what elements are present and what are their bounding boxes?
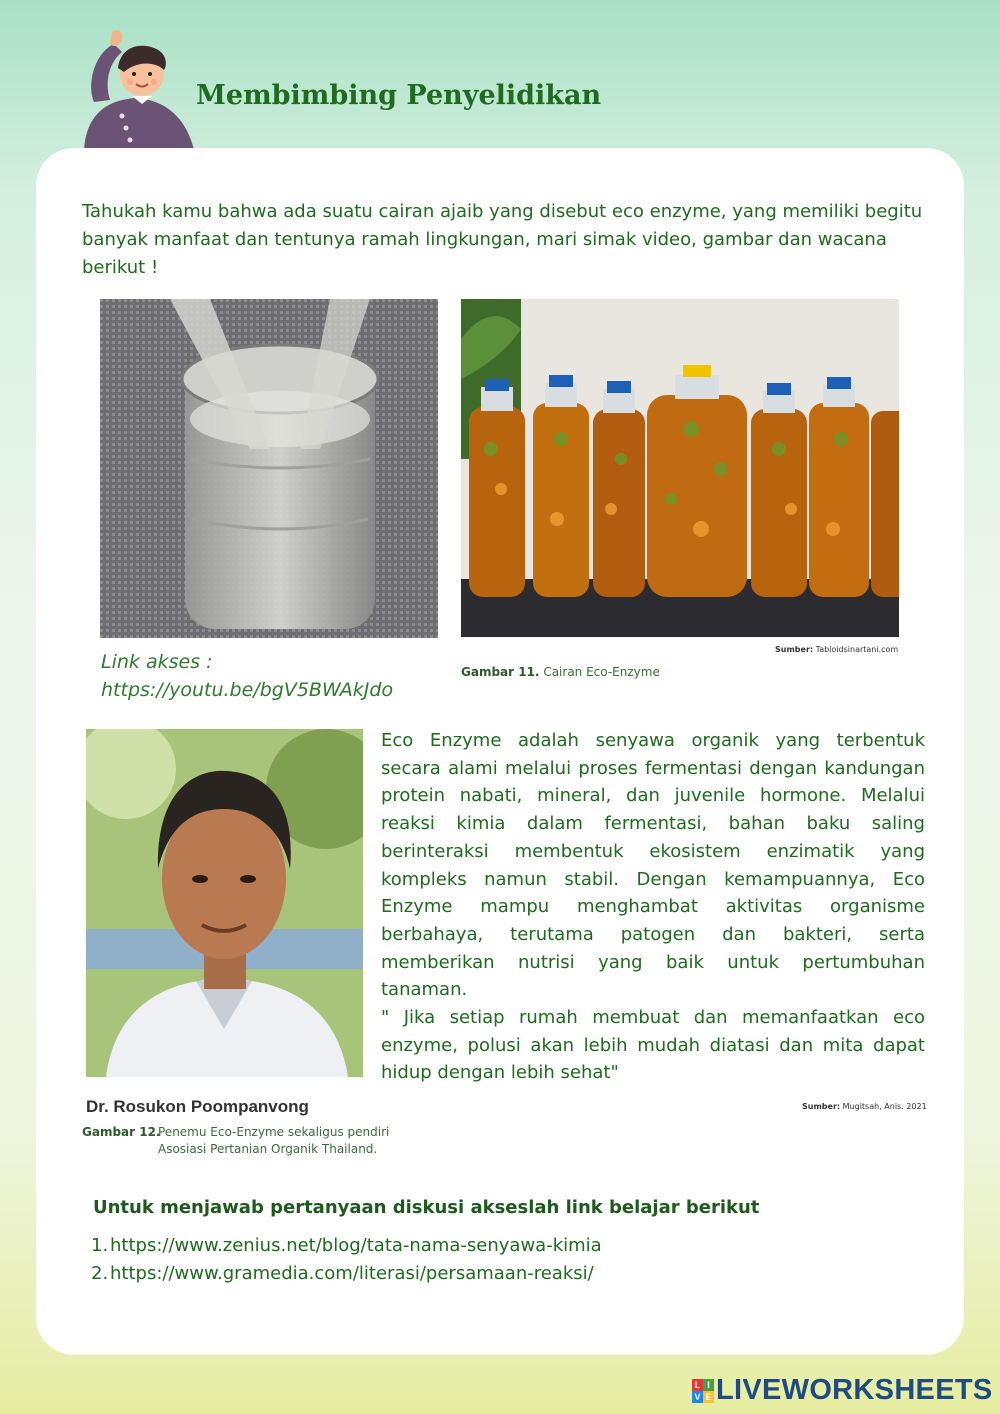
figure12-caption-text: Penemu Eco-Enzyme sekaligus pendiri Asosiasi Pertanian Organik Thailand.: [158, 1125, 390, 1156]
liveworksheets-logo: [692, 1374, 993, 1407]
video-link: [101, 648, 441, 704]
description-paragraph: Eco Enzyme adalah senyawa organik yang terbentuk secara alami melalui proses fermentasi dengan kandungan protein nabati, mineral, dan juvenile hormone. Melalui reaksi kimia dalam fermentasi, bahan baku saling berinteraksi membentuk ekosistem enzimatik yang kompleks namun stabil. Dengan kemampuannya, Eco Enzyme mampu menghambat aktivitas organisme berbahaya, terutama patogen dan bakteri, serta memberikan nutrisi yang baik untuk pertumbuhan tanaman.: [381, 730, 925, 1001]
portrait-image: [86, 729, 363, 1077]
description-source-label: Sumber:: [802, 1102, 841, 1111]
logo-letter: V: [692, 1391, 703, 1403]
mascot-illustration: [74, 22, 204, 150]
links-heading: Untuk menjawab pertanyaan diskusi akseslah link belajar berikut: [93, 1197, 760, 1218]
list-number: 1.: [91, 1235, 109, 1256]
logo-letter: I: [703, 1379, 714, 1391]
eco-enzyme-description: [381, 727, 925, 1087]
person-name: Dr. Rosukon Poompanvong: [86, 1097, 309, 1116]
list-item: [91, 1260, 602, 1288]
list-number: 2.: [91, 1263, 109, 1284]
logo-letter: E: [703, 1391, 714, 1403]
link-zenius[interactable]: https://www.zenius.net/blog/tata-nama-senyawa-kimia: [110, 1235, 602, 1256]
link-gramedia[interactable]: https://www.gramedia.com/literasi/persamaan-reaksi/: [110, 1263, 594, 1284]
list-item: [91, 1232, 602, 1260]
video-link-url[interactable]: https://youtu.be/bgV5BWAkJdo: [101, 679, 394, 701]
figure11-caption-text: Cairan Eco-Enzyme: [543, 665, 660, 679]
description-source-value: Mugitsah, Anis. 2021: [842, 1102, 927, 1111]
video-link-label: Link akses :: [101, 651, 213, 673]
intro-paragraph: Tahukah kamu bahwa ada suatu cairan ajaib yang disebut eco enzyme, yang memiliki begitu banyak manfaat dan tentunya ramah lingkungan, mari simak video, gambar dan wacana berikut !: [82, 201, 923, 278]
live-logo-icon: [692, 1379, 714, 1403]
figure11-source: [775, 645, 898, 654]
page-title: Membimbing Penyelidikan: [196, 80, 602, 111]
brand-wordmark: LIVEWORKSHEETS: [716, 1374, 993, 1406]
figure11-caption-label: Gambar 11.: [461, 665, 540, 679]
description-quote: " Jika setiap rumah membuat dan memanfaatkan eco enzyme, polusi akan lebih mudah diatasi dan mita dapat hidup dengan lebih sehat": [381, 1007, 925, 1084]
glass-jar-image: [100, 299, 438, 638]
links-list: [91, 1232, 602, 1288]
description-source: [802, 1102, 927, 1111]
figure11-caption: [461, 665, 660, 679]
figure11-source-label: Sumber:: [775, 645, 814, 654]
figure12-caption-label: Gambar 12.: [82, 1125, 161, 1139]
figure11-source-value: Tabloidsinartani.com: [815, 645, 899, 654]
video-thumbnail[interactable]: [100, 299, 438, 638]
eco-enzyme-bottles-image: [461, 299, 899, 637]
logo-letter: L: [692, 1379, 703, 1391]
